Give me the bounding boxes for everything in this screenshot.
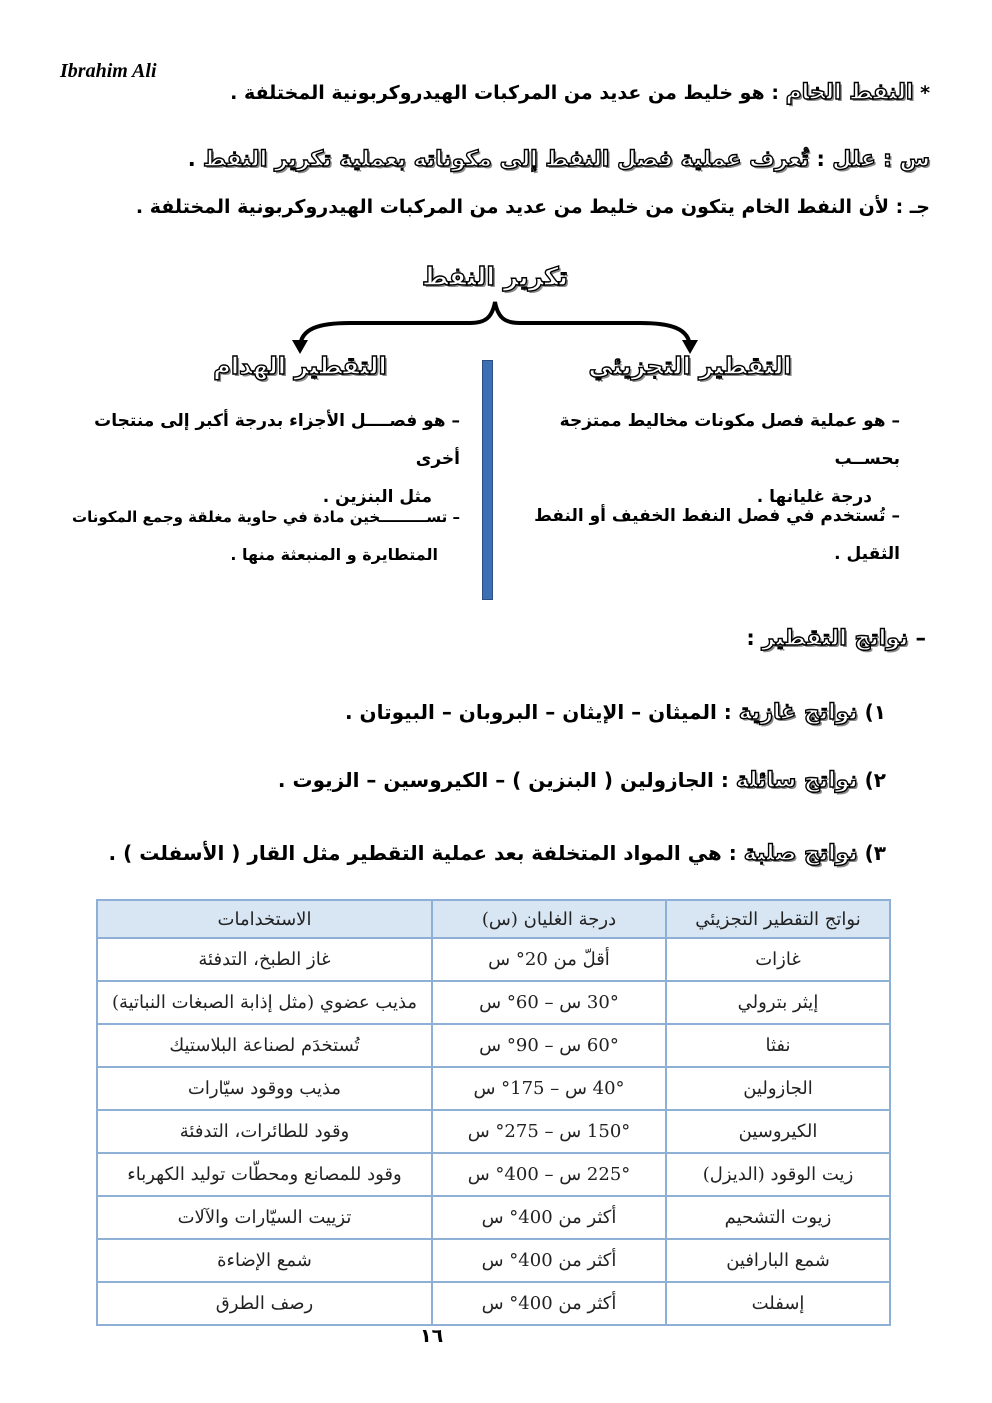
table-cell: تُستخدَم لصناعة البلاستيك (97, 1024, 432, 1067)
question-text: تُعرف عملية فصل النفط إلى مكوناته بعملية تكرير النفط (203, 147, 810, 172)
table-cell: رصف الطرق (97, 1282, 432, 1325)
table-cell: 150° س – 275° س (432, 1110, 666, 1153)
table-header-cell: الاستخدامات (97, 900, 432, 938)
table-cell: 30° س – 60° س (432, 981, 666, 1024)
products-heading (746, 626, 926, 651)
product-item-number: ٣) (864, 841, 886, 865)
table-row (97, 1110, 890, 1153)
table-cell: 225° س – 400° س (432, 1153, 666, 1196)
answer-line: جـ : لأن النفط الخام يتكون من خليط من عديد من المركبات الهيدروكربونية المختلفة . (135, 196, 930, 218)
fractional-point-1-line-2: درجة غليانها . (756, 487, 872, 507)
product-item-text: : هي المواد المتخلفة بعد عملية التقطير مثل القار ( الأسفلت ) . (108, 841, 737, 865)
product-item-text: : الميثان – الإيثان – البروبان – البيوتان . (344, 700, 732, 724)
question-prefix: س : (883, 147, 930, 172)
table-cell: الجازولين (666, 1067, 890, 1110)
table-cell: أكثر من 400° س (432, 1239, 666, 1282)
product-item-solid (109, 841, 886, 866)
destructive-point-2-line-1: – تســـــــــخين مادة في حاوية مغلقة وجمع المكونات (72, 508, 460, 526)
crude-oil-text: : هو خليط من عديد من المركبات الهيدروكربونية المختلفة . (230, 82, 779, 104)
table-cell: وقود للمصانع ومحطّات توليد الكهرباء (97, 1153, 432, 1196)
crude-oil-term: النفط الخام (785, 80, 914, 105)
table-cell: زيت الوقود (الديزل) (666, 1153, 890, 1196)
table-cell: إسفلت (666, 1282, 890, 1325)
table-cell: تزييت السيّارات والآلات (97, 1196, 432, 1239)
destructive-point-2 (60, 498, 460, 574)
table-cell: زيوت التشحيم (666, 1196, 890, 1239)
diagram-title: تكرير النفط (421, 262, 569, 291)
author-name: Ibrahim Ali (60, 60, 157, 82)
question-colon: : (816, 147, 825, 171)
table-cell: وقود للطائرات، التدفئة (97, 1110, 432, 1153)
product-item-label: نواتج غازية (738, 700, 858, 725)
destructive-point-1-line-2: مثل البنزين . (322, 487, 432, 507)
table-cell: غازات (666, 938, 890, 981)
brace-arrows (290, 296, 700, 356)
product-item-label: نواتج سائلة (735, 768, 858, 793)
question-line (188, 147, 930, 172)
fractional-title: التقطير التجزيئي (588, 352, 792, 380)
destructive-title: التقطير الهدام (213, 352, 387, 380)
page-number: ١٦ (420, 1325, 444, 1347)
table-cell: نفثا (666, 1024, 890, 1067)
table-row (97, 1024, 890, 1067)
table-row (97, 1282, 890, 1325)
fractions-table (96, 899, 891, 1326)
fractional-point-1-line-1: – هو عملية فصل مكونات مخاليط ممتزجة بحســب (559, 411, 900, 469)
products-heading-dash: – (915, 626, 926, 650)
table-cell: إيثر بترولي (666, 981, 890, 1024)
table-cell: 60° س – 90° س (432, 1024, 666, 1067)
table-header-row (97, 900, 890, 938)
question-label: علل (832, 147, 876, 172)
table-row (97, 1239, 890, 1282)
table-row (97, 981, 890, 1024)
table-cell: غاز الطبخ، التدفئة (97, 938, 432, 981)
product-item-liquid (278, 768, 886, 793)
product-item-number: ١) (864, 700, 886, 724)
product-item-text: : الجازولين ( البنزين ) – الكيروسين – الزيوت . (277, 768, 729, 792)
table-header-cell: درجة الغليان (س) (432, 900, 666, 938)
table-row (97, 1196, 890, 1239)
table-cell: مذيب ووقود سيّارات (97, 1067, 432, 1110)
table-cell: مذيب عضوي (مثل إذابة الصبغات النباتية) (97, 981, 432, 1024)
product-item-gas (345, 700, 886, 725)
table-cell: أكثر من 400° س (432, 1282, 666, 1325)
table-row (97, 1153, 890, 1196)
table-row (97, 1067, 890, 1110)
table-header-cell: نواتج التقطير التجزيئي (666, 900, 890, 938)
products-heading-colon: : (746, 626, 755, 650)
table-cell: أقلّ من 20° س (432, 938, 666, 981)
table-row (97, 938, 890, 981)
bullet: * (920, 82, 930, 104)
product-item-number: ٢) (864, 768, 886, 792)
question-end: . (187, 147, 196, 171)
crude-oil-definition (230, 80, 930, 105)
table-cell: 40° س – 175° س (432, 1067, 666, 1110)
product-item-label: نواتج صلبة (743, 841, 858, 866)
table-cell: أكثر من 400° س (432, 1196, 666, 1239)
vertical-divider (482, 360, 493, 600)
table-cell: شمع الإضاءة (97, 1239, 432, 1282)
fractional-point-2: – تُستخدم في فصل النفط الخفيف أو النفط الثقيل . (534, 506, 900, 564)
destructive-point-1-line-1: – هو فصــــل الأجزاء بدرجة أكبر إلى منتجات أخرى (94, 411, 460, 469)
products-heading-label: نواتج التقطير (762, 626, 909, 651)
destructive-point-2-line-2: المتطايرة و المنبعثة منها . (230, 545, 438, 564)
table-cell: الكيروسين (666, 1110, 890, 1153)
table-cell: شمع البارافين (666, 1239, 890, 1282)
